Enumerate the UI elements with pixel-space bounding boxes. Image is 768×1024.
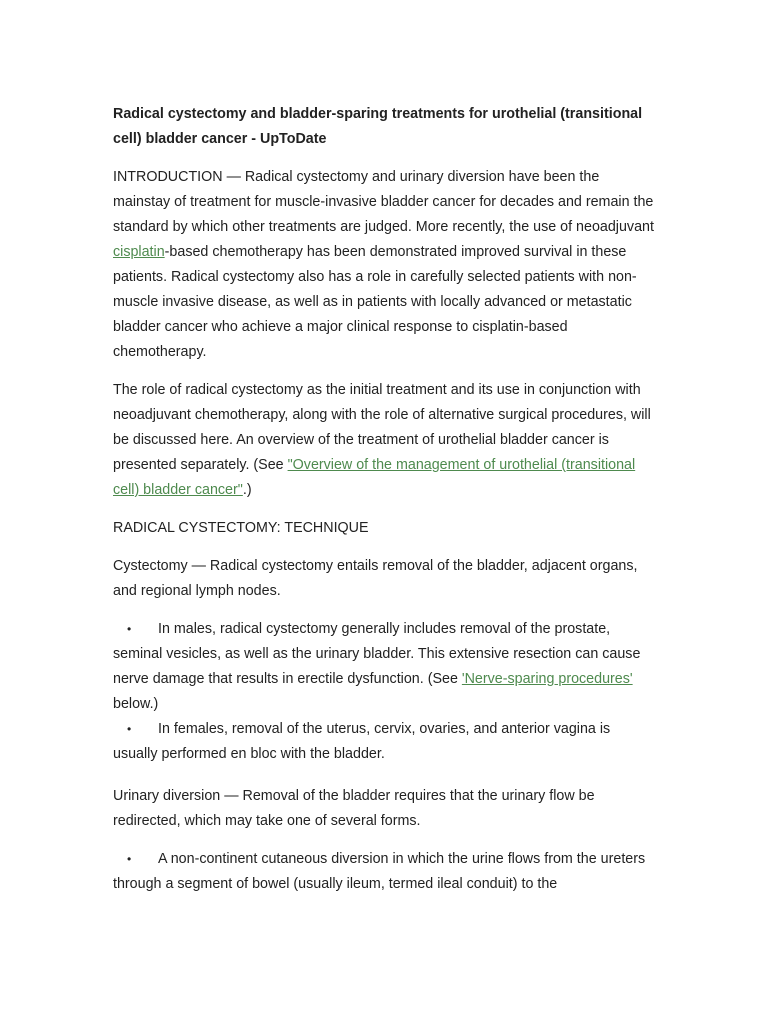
introduction-paragraph: [113, 165, 658, 365]
document-title: Radical cystectomy and bladder-sparing treatments for urothelial (transitional cell) bladder cancer - UpToDate: [113, 106, 643, 147]
males-text-end: below.): [113, 696, 159, 712]
document-body: [113, 102, 658, 910]
bullet-icon: •: [127, 622, 132, 636]
diversion-list: [113, 847, 658, 897]
role-text-start: The role of radical cystectomy as the initial treatment and its use in conjunction with neoadjuvant chemotherapy, along with the role of alternative surgical procedures, will be discussed here. An overview of the treatment of urothelial bladder cancer is presented separately. (See: [113, 382, 651, 473]
overview-management-link[interactable]: "Overview of the management of urothelial (transitional cell) bladder cancer": [113, 457, 636, 498]
bullet-icon: •: [127, 852, 132, 866]
females-text: In females, removal of the uterus, cervix, ovaries, and anterior vagina is usually performed en bloc with the bladder.: [113, 721, 611, 762]
list-item-males: [113, 617, 658, 717]
bullet-icon: •: [127, 722, 132, 736]
introduction-text-start: INTRODUCTION — Radical cystectomy and urinary diversion have been the mainstay of treatment for muscle-invasive bladder cancer for decades and remain the standard by which other treatments are judged. More recently, the use of neoadjuvant: [113, 169, 654, 235]
list-item-non-continent: [113, 847, 658, 897]
introduction-text-end: -based chemotherapy has been demonstrated improved survival in these patients. Radical cystectomy also has a role in carefully selected patients with non-muscle invasive disease, as well as in patients with locally advanced or metastatic bladder cancer who achieve a major clinical response to cisplatin-based chemotherapy.: [113, 244, 637, 360]
role-text-end: .): [242, 482, 252, 498]
cystectomy-paragraph: Cystectomy — Radical cystectomy entails removal of the bladder, adjacent organs, and regional lymph nodes.: [113, 558, 638, 599]
urinary-diversion-paragraph: Urinary diversion — Removal of the bladder requires that the urinary flow be redirected, which may take one of several forms.: [113, 788, 595, 829]
non-continent-text: A non-continent cutaneous diversion in which the urine flows from the ureters through a segment of bowel (usually ileum, termed ileal conduit) to the: [113, 851, 646, 892]
nerve-sparing-link[interactable]: 'Nerve-sparing procedures': [461, 671, 633, 687]
cystectomy-list: [113, 617, 658, 767]
role-paragraph: [113, 378, 658, 503]
list-item-females: [113, 717, 658, 767]
cisplatin-link[interactable]: cisplatin: [113, 244, 165, 260]
males-text-start: In males, radical cystectomy generally includes removal of the prostate, seminal vesicles, as well as the urinary bladder. This extensive resection can cause nerve damage that results in erectile dysfunction. (See: [113, 621, 641, 687]
section-heading: RADICAL CYSTECTOMY: TECHNIQUE: [113, 520, 369, 536]
